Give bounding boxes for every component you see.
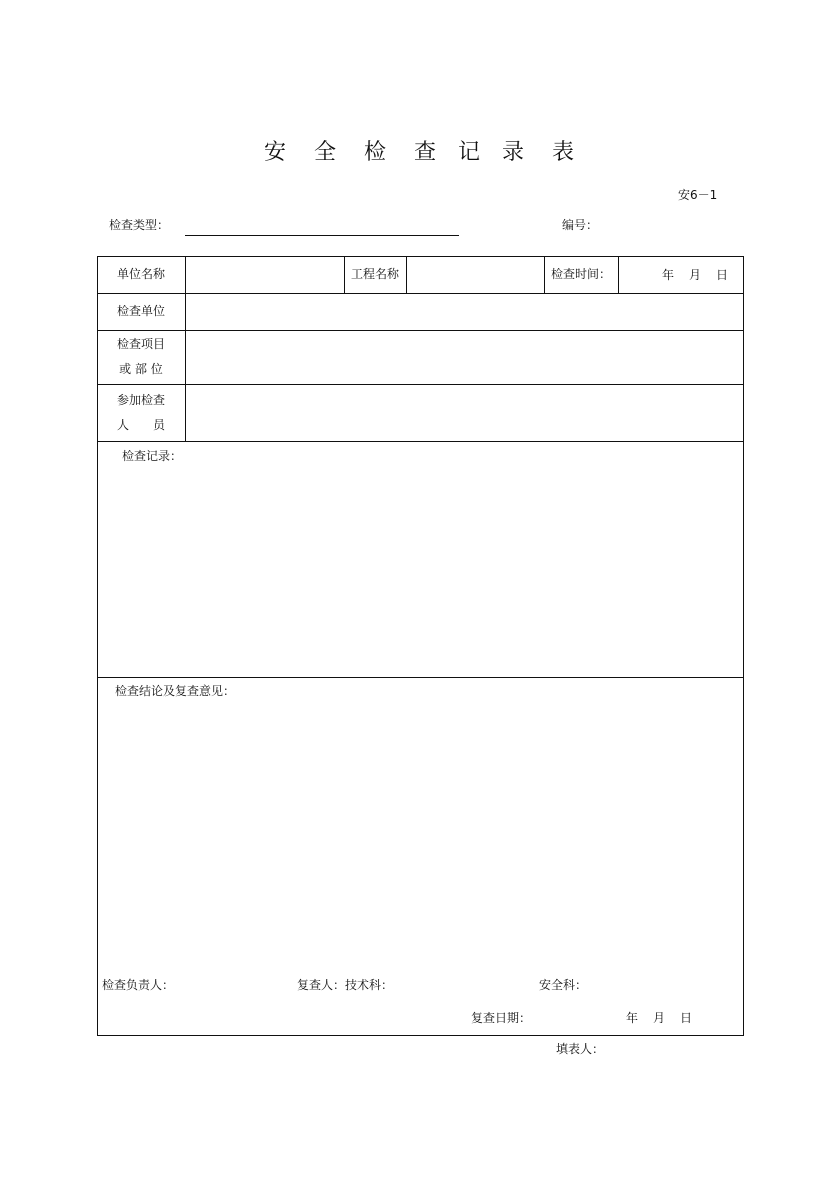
check-type-field[interactable]	[185, 235, 459, 236]
check-time-label: 检查时间：	[550, 267, 611, 281]
title-char: 检	[363, 140, 386, 165]
number-label: 编号：	[562, 218, 599, 232]
filler-label: 填表人：	[556, 1042, 605, 1056]
record-label: 检查记录：	[122, 449, 183, 463]
unit-name-label: 单位名称	[116, 267, 165, 281]
page-title	[0, 142, 838, 164]
review-date-label: 复查日期：	[471, 1011, 532, 1025]
divider	[618, 256, 619, 293]
title-char: 查	[413, 140, 436, 165]
review-day: 日	[680, 1011, 693, 1025]
conclusion-label: 检查结论及复查意见：	[115, 684, 236, 698]
divider	[97, 441, 743, 442]
conclusion-field[interactable]	[98, 700, 742, 960]
responsible-label: 检查负责人：	[102, 978, 175, 992]
divider	[97, 677, 743, 678]
date-month: 月	[689, 268, 702, 282]
check-type-label: 检查类型：	[109, 218, 170, 232]
check-item-field[interactable]	[186, 331, 742, 384]
review-month: 月	[653, 1011, 666, 1025]
project-name-label: 工程名称	[350, 267, 399, 281]
project-name-field[interactable]	[407, 257, 544, 293]
form-code: 安6－1	[678, 188, 718, 202]
label-line: 检查项目	[116, 337, 165, 351]
check-item-label	[97, 330, 185, 384]
title-char: 记	[458, 140, 481, 165]
label-line: 参加检查	[116, 392, 165, 407]
check-unit-label: 检查单位	[116, 304, 165, 318]
date-year: 年	[662, 268, 675, 282]
safety-dept-label: 安全科：	[539, 978, 588, 992]
date-day: 日	[716, 268, 729, 282]
unit-name-field[interactable]	[186, 257, 344, 293]
title-char: 全	[313, 140, 336, 165]
title-char: 安	[263, 140, 286, 165]
check-unit-field[interactable]	[186, 294, 742, 330]
label-line: 或 部 位	[119, 362, 163, 376]
title-char: 表	[552, 140, 575, 165]
title-char: 录	[502, 140, 525, 165]
participants-label	[97, 384, 185, 441]
review-year: 年	[626, 1011, 639, 1025]
participants-field[interactable]	[186, 385, 742, 441]
label-line: 人 员	[116, 417, 165, 432]
record-field[interactable]	[98, 465, 742, 675]
reviewer-label: 复查人：技术科：	[297, 978, 394, 992]
